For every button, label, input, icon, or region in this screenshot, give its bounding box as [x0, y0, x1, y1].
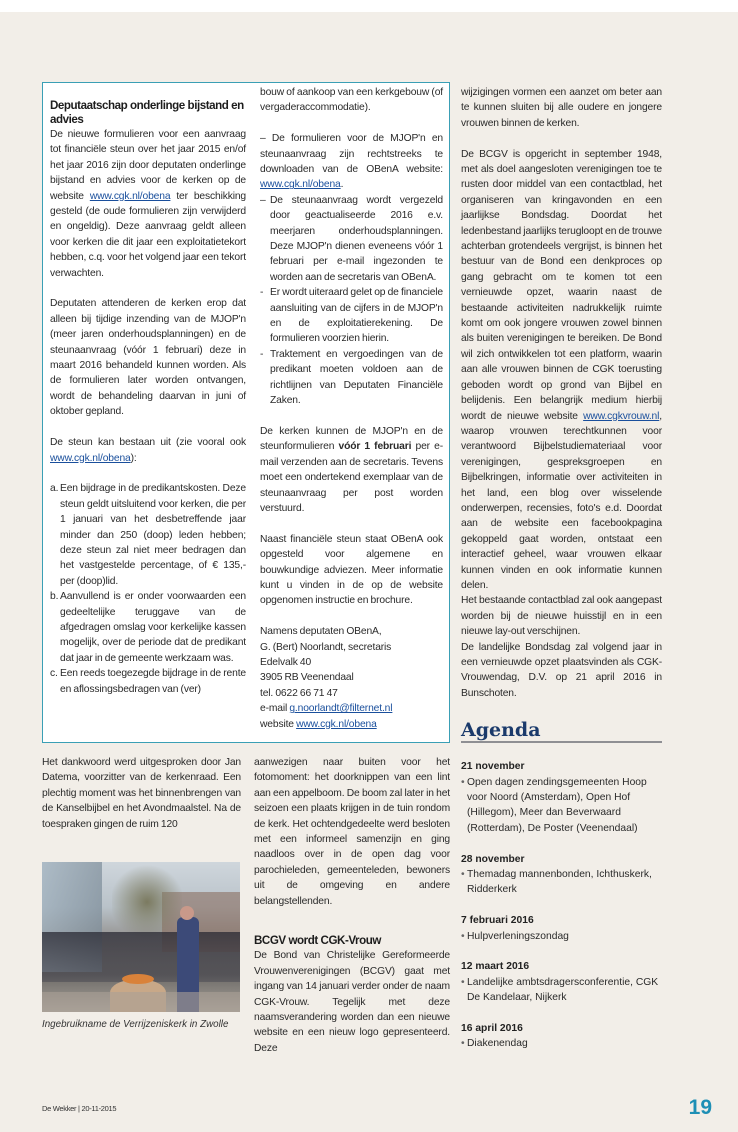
box-paragraph: [260, 424, 443, 516]
list-item: [50, 589, 246, 666]
text: – De formulieren voor de MJOP'n en steunaanvraag zijn rechtstreeks te downloaden van de OBenA website:: [260, 133, 443, 176]
cgk-obena-link[interactable]: www.cgk.nl/obena: [89, 190, 171, 202]
agenda-entry: [461, 1021, 662, 1052]
obena-info-box: [42, 82, 450, 743]
email-link[interactable]: g.noorlandt@filternet.nl: [289, 703, 393, 715]
church-opening-photo: [42, 862, 240, 1012]
sig-line: Namens deputaten OBenA,: [260, 626, 382, 638]
agenda-section: [461, 719, 662, 1052]
cgk-obena-link[interactable]: www.cgk.nl/obena: [260, 179, 341, 191]
list-marker: a.: [50, 483, 59, 495]
box-right-column: [260, 85, 443, 732]
agenda-entry: [461, 852, 662, 898]
sig-line: Edelvalk 40: [260, 656, 312, 668]
agenda-item: [461, 975, 662, 1006]
box-paragraph: bouw of aankoop van een kerkgebouw (of vergaderaccommodatie).: [260, 87, 443, 114]
agenda-entry: [461, 913, 662, 944]
label: e-mail: [260, 703, 290, 715]
agenda-entry: [461, 959, 662, 1005]
text: De BCGV is opgericht in september 1948, met als doel aangesloten verenigingen toe te rusten door middel van een contactblad, het organiseren van kringavonden en een jaarlijkse Bondsdag. Doordat het ledenbestand jaarlijks terugloopt en de trouwe achterban grotendeels vergrijst, is binnen het bestuur van de Bond een denkproces op gang gebracht om te komen tot een vernieuwde opzet, waarin naast de bestaande activiteiten nadrukkelijk ruimte komt om ook jongere vrouwen zowel binnen als buiten verenigingen te bereiken. De Bond wil zich ontwikkelen tot een platform, waarin aan alle vrouwen binnen de CGK toerusting geboden wordt op grond van Bijbel en belijdenis. Een belangrijk medium hierbij wordt de nieuwe website: [461, 148, 662, 422]
text: ):: [130, 452, 137, 464]
list-item: [50, 481, 246, 589]
box-left-column: [50, 85, 246, 732]
dash-marker: –: [260, 194, 266, 206]
agenda-date: 21 november: [461, 761, 525, 773]
deadline-emphasis: vóór 1 februari: [338, 441, 412, 453]
label: website: [260, 718, 297, 730]
bcgv-heading: BCGV wordt CGK-Vrouw: [254, 934, 381, 948]
dash-text: Er wordt uiteraard gelet op de financiele aansluiting van de cijfers in de MJOP'n en de exploitatierekening. De formulieren voorzien hierin.: [270, 287, 443, 345]
sig-email: [260, 701, 443, 716]
page-footer: [42, 1096, 712, 1120]
list-text: Aanvullend is er onder voorwaarden een gedeeltelijke teruggave van de afgedragen omslag voor kerkelijke kassen mogelijk, over de periode dat de predikant dat jaar in de gemeente werkzaam was.: [60, 591, 246, 664]
list-item: [50, 666, 246, 697]
agenda-date: 12 maart 2016: [461, 961, 530, 973]
sig-line: tel. 0622 66 71 47: [260, 687, 338, 699]
agenda-item: [461, 1036, 662, 1051]
dash-item: [260, 193, 443, 285]
photo-caption: Ingebruikname de Verrijzeniskerk in Zwolle: [42, 1019, 229, 1031]
bullet-icon: •: [461, 976, 465, 988]
agenda-item-text: Landelijke ambtsdragersconferentie, CGK De Kandelaar, Nijkerk: [467, 976, 659, 1004]
bullet-icon: •: [461, 930, 465, 942]
cgk-obena-link[interactable]: www.cgk.nl/obena: [50, 452, 131, 464]
dash-item: [260, 285, 443, 347]
box-paragraph: [50, 435, 246, 466]
agenda-title: Agenda: [461, 719, 662, 743]
text: , waarop vrouwen terechtkunnen voor verantwoord Bijbelstudiemateriaal voor verenigingen, gespreksgroepen en Bijbelkringen, informatie over activiteiten in het land, een blog over wisselende onderwerpen, recensies, foto's e.d. Doordat aan de website een facebookpagina gekoppeld gaat worden, ontstaat een interactief geheel, waar vrouwen elkaar kunnen vinden en ook informatie kunnen delen.: [461, 410, 662, 591]
agenda-entry: [461, 759, 662, 836]
article-paragraph: Het dankwoord werd uitgesproken door Jan Datema, voorzitter van de kerkenraad. Een plechtig moment was het binnenbrengen van de Kanselbijbel en het Avondmaalstel. Na de toespraken gingen de ruim 120: [42, 757, 241, 830]
list-text: Een bijdrage in de predikantskosten. Deze steun geldt uitsluitend voor kerken, die per 1 januari van het desbetreffende jaar minder dan 250 (doop) leden hebben; deze steun zal niet meer bedragen dan het vastgestelde percentage, of € 135,- per (doop)lid.: [60, 483, 246, 587]
publication-footer: De Wekker | 20-11-2015: [42, 1103, 117, 1113]
agenda-list: [461, 759, 662, 1052]
right-column: [461, 82, 662, 1052]
dash-item: [260, 347, 443, 409]
sig-line: G. (Bert) Noorlandt, secretaris: [260, 641, 392, 653]
list-marker: b.: [50, 591, 59, 603]
bullet-icon: •: [461, 1038, 465, 1050]
agenda-item: [461, 867, 662, 898]
agenda-item: [461, 775, 662, 837]
cgkvrouw-link[interactable]: www.cgkvrouw.nl: [583, 410, 660, 422]
bullet-icon: •: [461, 869, 465, 881]
text: De steun kan bestaan uit (zie vooral ook: [50, 437, 246, 449]
dash-text: De steunaanvraag wordt vergezeld door geactualiseerde 2016 e.v. meerjaren onderhoudsplanningen. Deze MJOP'n dienen eveneens vóór 1 februari per e-mail ingezonden te worden aan de secretaris van OBenA.: [270, 194, 443, 283]
box-paragraph: Deputaten attenderen de kerken erop dat alleen bij tijdige inzending van de MJOP'n (meer jaren onderhoudsplanningen) en de steunaanvraag (vóór 1 februari) deze in maart 2016 behandeld kunnen worden. Als de formulieren later worden ontvangen, wordt de behandeling daarvan in juni of oktober gepland.: [50, 298, 246, 418]
signature-block: [260, 624, 443, 732]
article-paragraph: wijzigingen vormen een aanzet om beter aan te kunnen sluiten bij alle oudere en jongere vrouwen binnen de kerken.: [461, 87, 662, 129]
dash-marker: -: [260, 287, 264, 299]
article-paragraph: De Bond van Christelijke Gereformeerde Vrouwenverenigingen (BCGV) gaat met ingang van 14 januari verder onder de naam CGK-Vrouw. Tegelijk met deze naamsverandering worden dan een nieuwe website en een nieuw logo gepresenteerd. Deze: [254, 950, 450, 1054]
page-number: 19: [688, 1096, 712, 1120]
sig-website: [260, 717, 443, 732]
text: De kerken kunnen de MJOP'n en de steunformulieren: [260, 425, 443, 453]
magazine-page: [0, 12, 738, 1132]
agenda-item-text: Themadag mannenbonden, Ichthuskerk, Ridderkerk: [467, 869, 652, 896]
text: .: [340, 179, 344, 191]
text: per e-mail verzenden aan de secretaris. Tevens moet een ondertekend exemplaar van de steunaanvraag per post worden verstuurd.: [260, 441, 443, 514]
agenda-item-text: Diakenendag: [467, 1038, 528, 1050]
bullet-icon: •: [461, 776, 465, 788]
dash-marker: -: [260, 348, 264, 360]
text: De nieuwe formulieren voor een aanvraag tot financiële steun over het jaar 2015 en/of het jaar 2016 zijn door deputaten onderlinge bijstand en advies voor de kerken op de website: [50, 129, 246, 202]
agenda-date: 28 november: [461, 853, 525, 865]
lower-middle-column: [254, 743, 450, 1056]
article-paragraph: [461, 147, 662, 594]
sig-line: 3905 RB Veenendaal: [260, 672, 354, 684]
list-text: Een reeds toegezegde bijdrage in de rente en aflossingsbedragen van (ver): [60, 668, 246, 695]
box-paragraph: Naast financiële steun staat OBenA ook opgesteld voor algemene en bouwkundige adviezen. Meer informatie kunt u vinden in de op de website opgenomen instructie en brochure.: [260, 533, 443, 607]
list-marker: c.: [50, 668, 58, 680]
text: ter beschikking gesteld (de oude formulieren zijn verwijderd en ongeldig). Deze aanvraag geldt alleen voor kerken die dit jaar een exploitatietekort hebben, c.q. voor het volgend jaar een tekort verwachten.: [50, 190, 247, 279]
box-heading: Deputaatschap onderlinge bijstand en advies: [50, 99, 244, 126]
agenda-date: 7 februari 2016: [461, 915, 534, 927]
article-paragraph: Het bestaande contactblad zal ook aangepast worden bij de nieuwe huisstijl en in een nieuwe lay-out verschijnen.: [461, 595, 662, 638]
agenda-date: 16 april 2016: [461, 1023, 523, 1035]
box-paragraph: [260, 131, 443, 193]
article-paragraph: De landelijke Bondsdag zal volgend jaar in een vernieuwde opzet plaatsvinden als CGK-Vrouwendag, D.V. op 21 april 2016 in Bunschoten.: [461, 641, 662, 699]
box-paragraph: [50, 127, 246, 281]
agenda-item-text: Open dagen zendingsgemeenten Hoop voor Noord (Amsterdam), Open Hof (Hillegom), Meer dan Beverwaard (Rotterdam), De Poster (Veenendaal): [467, 776, 647, 834]
agenda-item: [461, 929, 662, 944]
lower-left-column: [42, 743, 241, 1031]
website-link[interactable]: www.cgk.nl/obena: [296, 718, 377, 730]
dash-text: Traktement en vergoedingen van de predikant moeten voldoen aan de richtlijnen van Deputaten Financiële Zaken.: [270, 348, 443, 407]
agenda-item-text: Hulpverleningszondag: [467, 930, 569, 942]
article-paragraph: aanwezigen naar buiten voor het fotomoment: het doorknippen van een lint aan een appelboom. De boom zal later in het seizoen een plaats krijgen in de tuin rondom de kerk. Het ochtendgedeelte werd besloten met een informeel samenzijn en ging naadloos over in de open dag voor parochieleden, gemeenteleden, bewoners uit de omgeving en andere belangstellenden.: [254, 757, 450, 907]
